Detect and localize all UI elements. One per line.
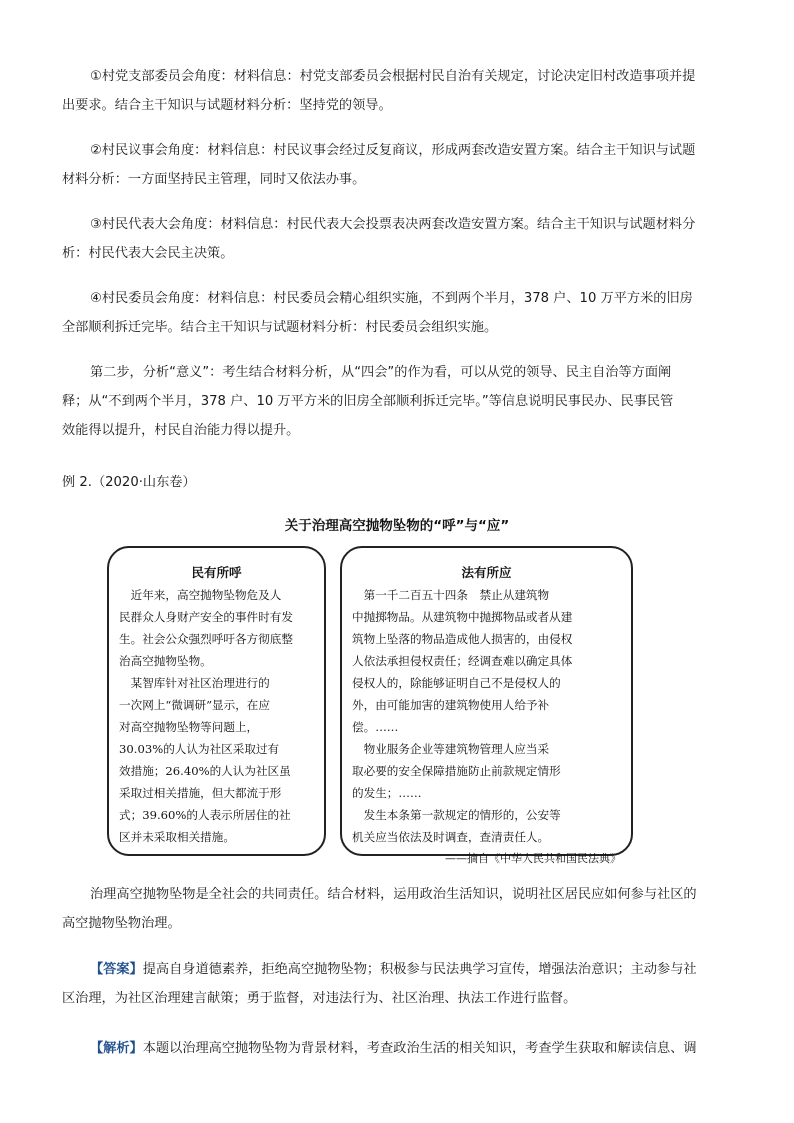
answer-second-line: 区治理，为社区治理建言献策；勇于监督，对违法行为、社区治理、执法工作进行监督。 [62, 991, 577, 1006]
box-line: 机关应当依法及时调查，查清责任人。 [352, 830, 550, 844]
text-line: 高空抛物坠物治理。 [62, 916, 181, 931]
analysis-text: 本题以治理高空抛物坠物为背景材料，考查政治生活的相关知识，考查学生获取和解读信息、调 [142, 1041, 697, 1056]
box-line: 治高空抛物坠物。 [119, 654, 212, 668]
citation-source: ——摘自《中华人民共和国民法典》 [445, 852, 621, 865]
analysis-first-line [62, 1034, 732, 1063]
answer-text: 提高自身道德素养，拒绝高空抛物坠物；积极参与民法典学习宣传，增强法治意识；主动参与社 [142, 962, 697, 977]
paragraph-villager-council [62, 136, 732, 194]
text-line: ③村民代表大会角度：材料信息：村民代表大会投票表决两套改造安置方案。结合主干知识与试题材料分 [90, 217, 696, 232]
box-line: 筑物上坠落的物品造成他人损害的，由侵权 [352, 632, 573, 646]
paragraph-step-two [62, 358, 732, 445]
box-line: 区并未采取相关措施。 [119, 830, 235, 844]
box-line: 侵权人的，除能够证明自己不是侵权人的 [352, 676, 561, 690]
analysis-block [62, 1034, 732, 1063]
box-line: 中抛掷物品。从建筑物中抛掷物品或者从建 [352, 610, 573, 624]
answer-block [62, 955, 732, 1013]
box-line: 物业服务企业等建筑物管理人应当采 [352, 742, 550, 756]
box-line: 效措施；26.40%的人认为社区虽 [119, 764, 291, 778]
analysis-tag: 【解析】 [90, 1041, 143, 1056]
text-line: ①村党支部委员会角度：材料信息：村党支部委员会根据村民自治有关规定，讨论决定旧村改造事项并提 [90, 69, 696, 84]
box-line: 第一千二百五十四条 禁止从建筑物 [352, 588, 550, 602]
box-heading: 法有所应 [461, 565, 512, 580]
example-label: 例 2.（2020·山东卷） [62, 475, 196, 490]
box-line: 采取过相关措施，但大都流于形 [119, 786, 282, 800]
text-line: 效能得以提升，村民自治能力得以提升。 [62, 423, 300, 438]
box-line: 对高空抛物坠物等问题上， [119, 720, 259, 734]
figure-box-law-response [340, 546, 633, 865]
figure-title: 关于治理高空抛物坠物的“呼”与“应” [284, 518, 510, 534]
box-line: 发生本条第一款规定的情形的，公安等 [352, 808, 561, 822]
text-line: 全部顺利拆迁完毕。结合主干知识与试题材料分析：村民委员会组织实施。 [62, 320, 498, 335]
text-line: 析：村民代表大会民主决策。 [62, 246, 234, 261]
text-line: 第二步，分析“意义”：考生结合材料分析，从“四会”的作为看，可以从党的领导、民主自治等方面阐 [90, 365, 672, 380]
box-line: 某智库针对社区治理进行的 [119, 676, 270, 690]
text-line: 出要求。结合主干知识与试题材料分析：坚持党的领导。 [62, 98, 392, 113]
box-line: 一次网上“微调研”显示，在应 [119, 698, 270, 712]
box-line: 外，由可能加害的建筑物使用人给予补 [352, 698, 550, 712]
paragraph-villager-representatives [62, 210, 732, 268]
box-line: 近年来，高空抛物坠物危及人 [119, 588, 282, 602]
text-line: 释；从“不到两个半月，378 户、10 万平方米的旧房全部顺利拆迁完毕。”等信息说明民事民办、民事民管 [62, 394, 674, 409]
box-line: 偿。…… [352, 720, 399, 734]
box-line: 30.03%的人认为社区采取过有 [119, 742, 280, 756]
box-line: 人依法承担侵权责任；经调查难以确定具体 [352, 654, 573, 668]
answer-tag: 【答案】 [90, 962, 143, 977]
box-heading: 民有所呼 [191, 565, 242, 580]
box-line: 取必要的安全保障措施防止前款规定情形 [352, 764, 561, 778]
paragraph-village-committee [62, 284, 732, 342]
box-line: 民群众人身财产安全的事件时有发 [119, 610, 293, 624]
figure-box-people-call [107, 546, 326, 856]
question-text [62, 880, 732, 938]
box-line: 式；39.60%的人表示所居住的社 [119, 808, 291, 822]
box-line: 生。社会公众强烈呼吁各方彻底整 [119, 632, 293, 646]
text-line: ②村民议事会角度：材料信息：村民议事会经过反复商议，形成两套改造安置方案。结合主干知识与试题 [90, 143, 696, 158]
box-line: 的发生；…… [352, 786, 422, 800]
text-line: 材料分析：一方面坚持民主管理，同时又依法办事。 [62, 172, 366, 187]
answer-first-line [62, 955, 732, 984]
text-line: ④村民委员会角度：材料信息：村民委员会精心组织实施，不到两个半月，378 户、10 万平方米的旧房 [90, 291, 693, 306]
paragraph-party-branch [62, 62, 732, 120]
text-line: 治理高空抛物坠物是全社会的共同责任。结合材料，运用政治生活知识，说明社区居民应如何参与社区的 [90, 887, 697, 902]
